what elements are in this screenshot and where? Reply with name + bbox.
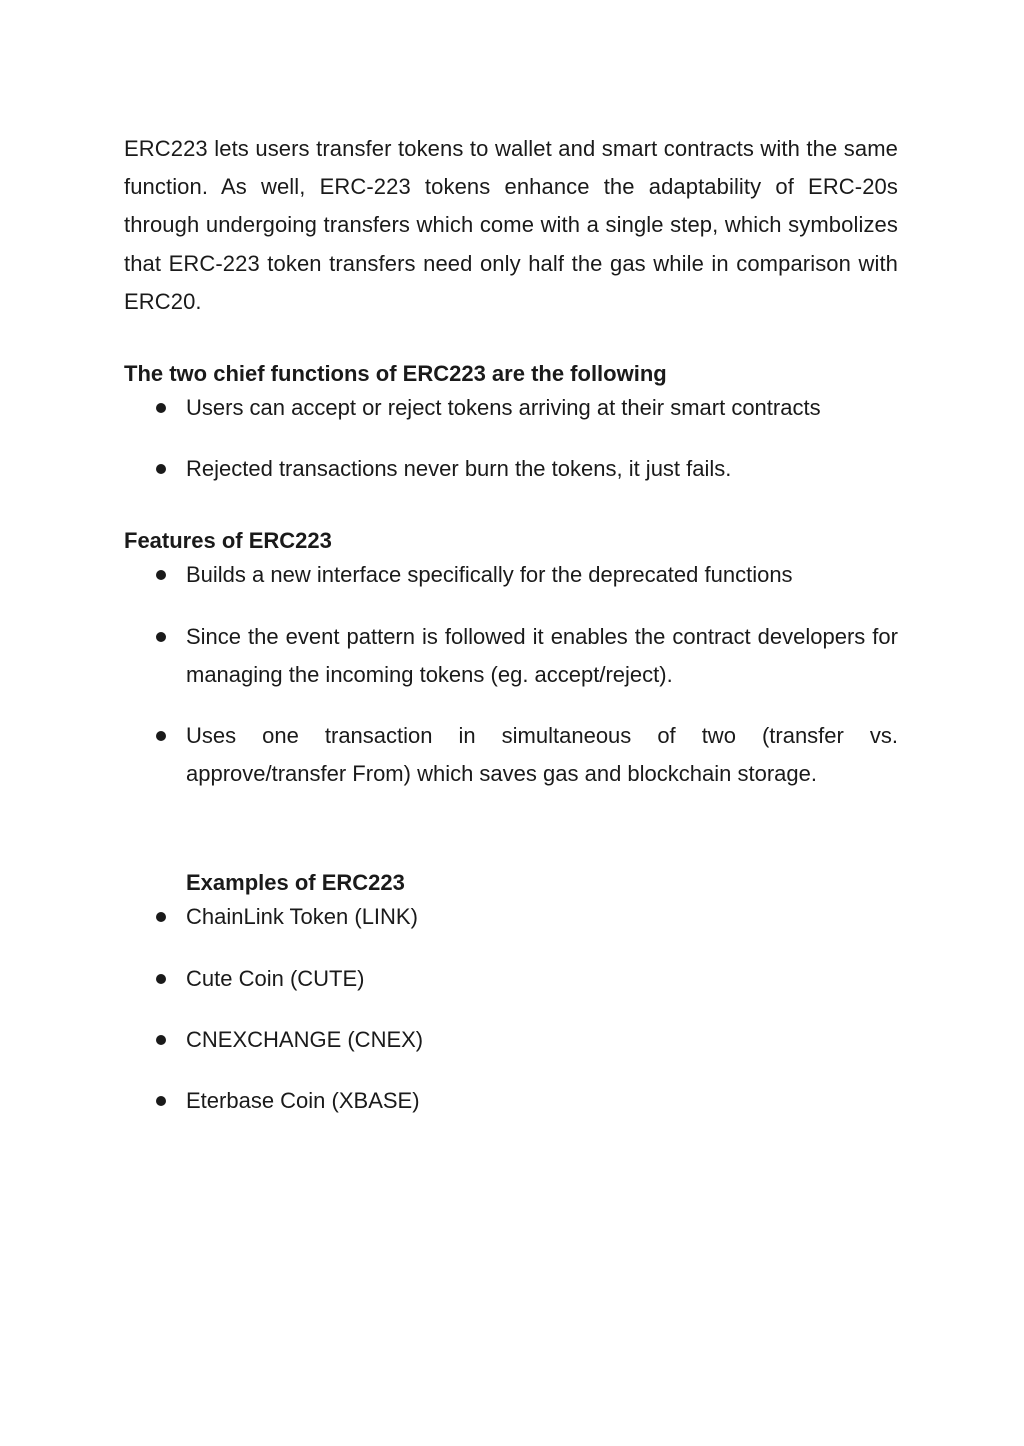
bullet-icon bbox=[156, 632, 166, 642]
bullet-icon bbox=[156, 403, 166, 413]
list-item-text: Users can accept or reject tokens arriving at their smart contracts bbox=[186, 395, 821, 421]
list-item-text: Cute Coin (CUTE) bbox=[186, 965, 365, 991]
features-list bbox=[124, 556, 898, 793]
list-item bbox=[124, 618, 898, 694]
list-item bbox=[124, 898, 898, 936]
bullet-icon bbox=[156, 464, 166, 474]
examples-list bbox=[124, 898, 898, 1120]
list-item bbox=[124, 717, 898, 793]
list-item bbox=[124, 1082, 898, 1120]
intro-paragraph: ERC223 lets users transfer tokens to wallet and smart contracts with the same function. As well, ERC-223 tokens enhance the adaptability of ERC-20s through undergoing transfers which come with a single step, which symbolizes that ERC-223 token transfers need only half the gas while in comparison with ERC20. bbox=[124, 136, 898, 314]
list-item-text: CNEXCHANGE (CNEX) bbox=[186, 1026, 424, 1052]
list-item bbox=[124, 1021, 898, 1059]
list-item-text: Since the event pattern is followed it enables the contract developers for managing the incoming tokens (eg. accept/reject). bbox=[186, 623, 898, 687]
list-item bbox=[124, 960, 898, 998]
bullet-icon bbox=[156, 912, 166, 922]
list-item bbox=[124, 450, 898, 488]
list-item bbox=[124, 556, 898, 594]
bullet-icon bbox=[156, 1096, 166, 1106]
document-page bbox=[124, 130, 898, 1120]
examples-heading: Examples of ERC223 bbox=[186, 870, 405, 896]
list-item-text: Uses one transaction in simultaneous of two (transfer vs. approve/transfer From) which saves gas and blockchain storage. bbox=[186, 723, 898, 787]
bullet-icon bbox=[156, 570, 166, 580]
list-item bbox=[124, 389, 898, 427]
functions-heading: The two chief functions of ERC223 are the following bbox=[124, 361, 667, 387]
list-item-text: ChainLink Token (LINK) bbox=[186, 904, 418, 930]
bullet-icon bbox=[156, 1035, 166, 1045]
bullet-icon bbox=[156, 731, 166, 741]
list-item-text: Rejected transactions never burn the tokens, it just fails. bbox=[186, 456, 732, 482]
features-heading: Features of ERC223 bbox=[124, 528, 332, 554]
functions-list bbox=[124, 389, 898, 488]
list-item-text: Eterbase Coin (XBASE) bbox=[186, 1088, 420, 1114]
bullet-icon bbox=[156, 974, 166, 984]
list-item-text: Builds a new interface specifically for the deprecated functions bbox=[186, 562, 793, 588]
